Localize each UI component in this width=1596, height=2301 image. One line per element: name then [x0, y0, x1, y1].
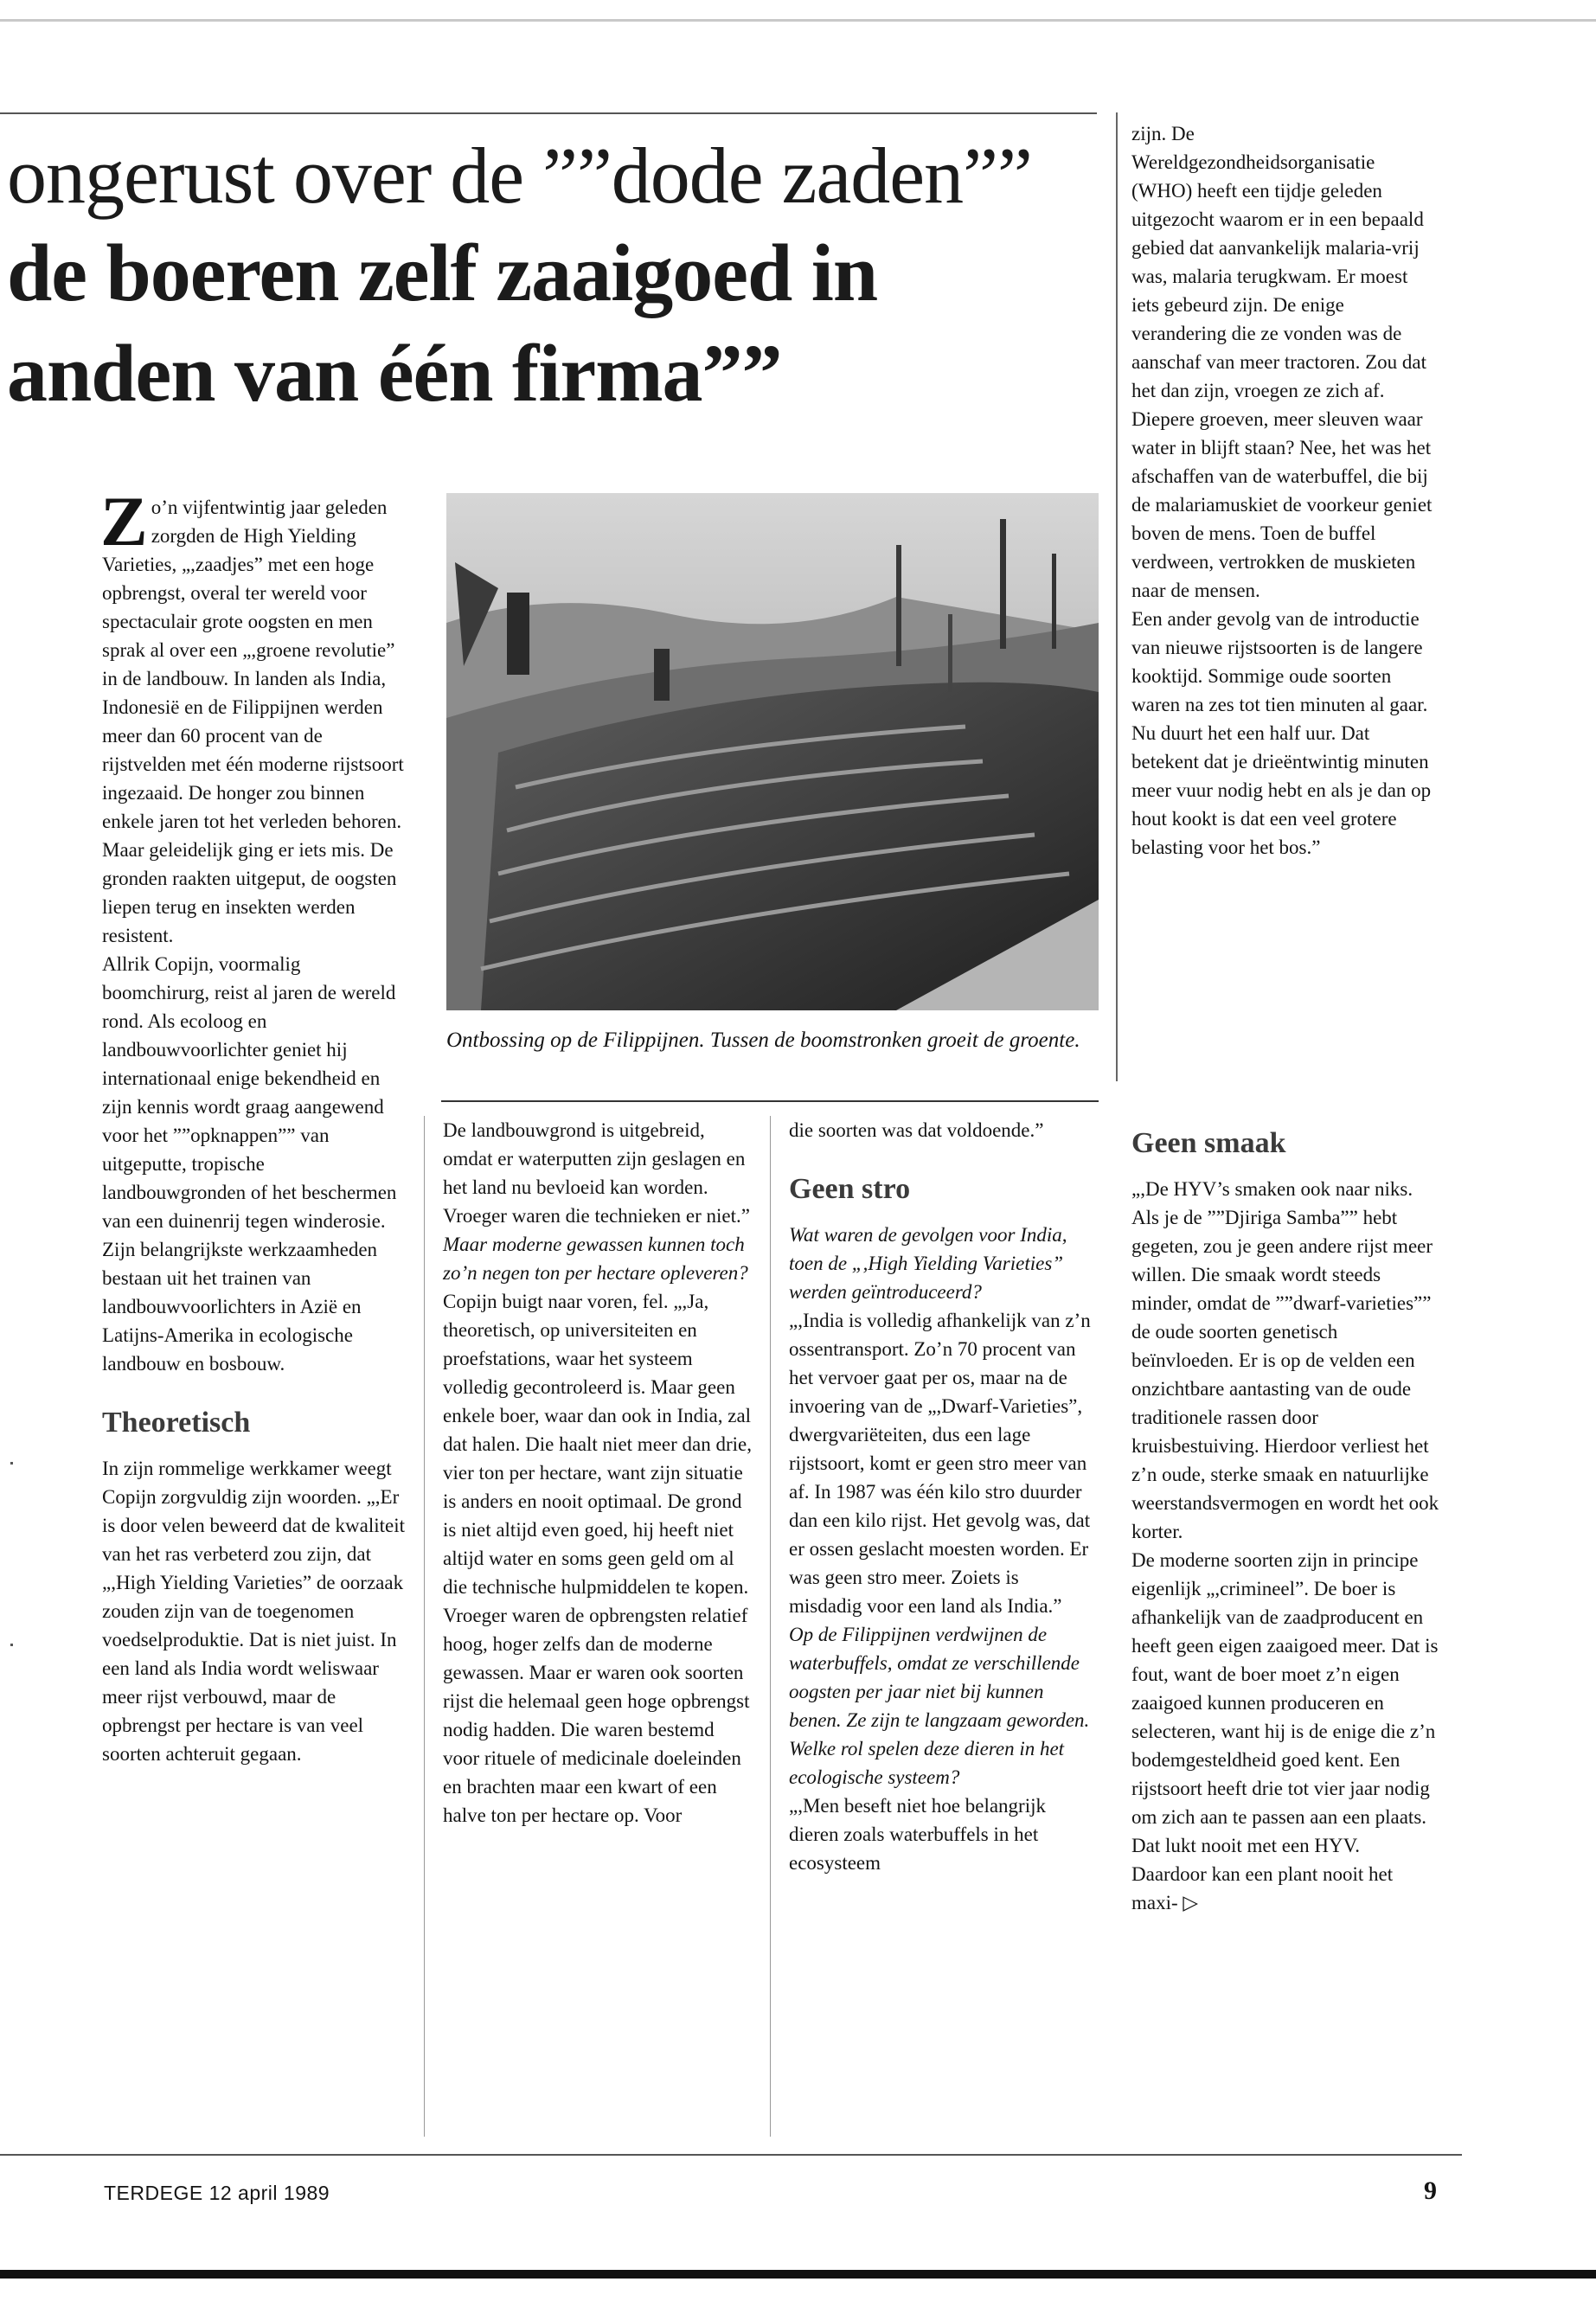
paragraph: Een ander gevolg van de introductie van nieuwe rijstsoorten is de langere kooktijd. Sommige oude soorten waren na zes tot tien minuten al gaar. Nu duurt het een half uur. Dat betekent dat je drieëntwintig minuten meer vuur nodig hebt en als je dan op hout kookt is dat een veel grotere belasting voor het bos.”	[1131, 608, 1432, 858]
caption-rule	[441, 1100, 1099, 1102]
scan-speck	[10, 1644, 13, 1646]
paragraph: Copijn buigt naar voren, fel. „,Ja, theoretisch, op universiteiten en proefstations, waar het systeem volledig gecontroleerd is. Maar geen enkele boer, waar dan ook in India, zal dat halen. Die haalt niet meer dan drie, vier ton per hectare, want zijn situatie is anders en nooit optimaal. De grond is niet altijd even goed, hij heeft niet altijd water en soms geen geld om al die technische hulpmiddelen te kopen. Vroeger waren de opbrengsten relatief hoog, hoger zelfs dan de moderne gewassen. Maar er waren ook soorten rijst die helemaal geen hoge opbrengst nodig hadden. Die waren bestemd voor rituele of medicinale doeleinden en brachten maar een kwart of een halve ton per hectare op. Voor	[443, 1291, 752, 1826]
paragraph: zijn. De Wereldgezondheidsorganisatie (WHO) heeft een tijdje geleden uitgezocht waarom er in een bepaald gebied dat aanvankelijk malaria-vrij was, malaria terugkwam. Er moest iets gebeurd zijn. De enige verandering die ze vonden was de aanschaf van meer tractoren. Zou dat het dan zijn, vroegen ze zich af. Diepere groeven, meer sleuven waar water in blijft staan? Nee, het was het afschaffen van de waterbuffel, die bij de malariamuskiet de voorkeur geniet boven de mens. Toen de buffel verdween, vertrokken de muskieten naar de mensen.	[1131, 123, 1433, 601]
top-rule	[0, 112, 1097, 114]
subheading-geen-smaak: Geen smaak	[1131, 1127, 1286, 1159]
column-divider-right	[1116, 112, 1118, 1081]
paragraph: „,India is volledig afhankelijk van z’n ossentransport. Zo’n 70 procent van het vervoer gaat per os, maar na de invoering van de „,Dwarf-Varieties”, dwergvariëteiten, dus een lage rijstsoort, komt er geen stro meer van af. In 1987 was één kilo stro duurder dan een kilo rijst. Het gevolg was, dat er ossen geslacht moesten worden. Er was geen stro meer. Zoiets is misdadig voor een land als India.”	[789, 1310, 1091, 1617]
subheading-theoretisch: Theoretisch	[102, 1407, 251, 1439]
scan-edge-bottom	[0, 2270, 1596, 2279]
paragraph: „,De HYV’s smaken ook naar niks. Als je de ””Djiriga Samba”” hebt gegeten, zou je geen andere rijst meer willen. Die smaak wordt steeds minder, omdat de ””dwarf-varieties”” de oude soorten genetisch beïnvloeden. Er is op de velden een onzichtbare aantasting van de oude traditionele rassen door kruisbestuiving. Hierdoor verliest het z’n oude, sterke smaak en natuurlijke weerstandsvermogen en wordt het ook korter.	[1131, 1178, 1439, 1542]
column-divider-3	[770, 1116, 771, 2137]
paragraph: De landbouwgrond is uitgebreid, omdat er waterputten zijn geslagen en het land nu bevloeid kan worden. Vroeger waren die technieken er niet.”	[443, 1119, 750, 1227]
scan-edge-top	[0, 19, 1596, 22]
headline-line-2: de boeren zelf zaaigoed in	[7, 228, 878, 318]
intro-text: o’n vijfentwintig jaar geleden zorgden de High Yielding Varieties, „,zaadjes” met een hoge opbrengst, overal ter wereld voor spectaculair grote oogsten en men sprak al over een „,groene revolutie” in de landbouw. In landen als India, Indonesië en de Filippijnen werden meer dan 60 procent van de rijstvelden met één moderne rijstsoort ingezaaid. De honger zou binnen enkele jaren tot het verleden behoren. Maar geleidelijk ging er iets mis. De gronden raakten uitgeput, de oogsten liepen terug en insekten werden resistent.	[102, 497, 404, 946]
page-number: 9	[1424, 2176, 1437, 2205]
paragraph	[1131, 1546, 1439, 1918]
interview-question: Maar moderne gewassen kunnen toch zo’n negen ton per hectare opleveren?	[443, 1234, 748, 1284]
continue-arrow-icon: ▷	[1183, 1892, 1199, 1914]
column-divider-2	[424, 1116, 425, 2137]
headline-line-3: anden van één firma””	[7, 329, 782, 419]
interview-question: Op de Filippijnen verdwijnen de waterbuffels, omdat ze verschillende oogsten per jaar niet bij kunnen benen. Ze zijn te langzaam geworden. Welke rol spelen deze dieren in het ecologische systeem?	[789, 1624, 1090, 1788]
headline-line-1: ongerust over de ””dode zaden””	[7, 131, 1032, 220]
paragraph: „,Men beseft niet hoe belangrijk dieren zoals waterbuffels in het ecosysteem	[789, 1795, 1046, 1874]
interview-question: Wat waren de gevolgen voor India, toen de „,High Yielding Varieties” werden geïntroduceerd?	[789, 1224, 1067, 1303]
photo-deforested-hillside-icon	[446, 493, 1099, 1010]
paragraph: In zijn rommelige werkkamer weegt Copijn zorgvuldig zijn woorden. „,Er is door velen beweerd dat de kwaliteit van het ras verbeterd zou zijn, dat „,High Yielding Varieties” de oorzaak zouden zijn van de toegenomen voedselproduktie. Dat is niet juist. In een land als India wordt weliswaar meer rijst verbouwd, maar de opbrengst per hectare is van veel soorten achteruit gegaan.	[102, 1458, 405, 1765]
bottom-rule	[0, 2154, 1462, 2156]
footer-publication: TERDEGE 12 april 1989	[104, 2182, 330, 2204]
right-column-top	[1131, 119, 1434, 862]
scan-speck	[10, 1462, 13, 1465]
subheading-geen-stro: Geen stro	[789, 1173, 911, 1205]
right-column-bottom	[1131, 1125, 1439, 1918]
photo-deforestation	[446, 493, 1099, 1010]
column-2	[443, 1116, 754, 1830]
paragraph: Allrik Copijn, voormalig boomchirurg, reist al jaren de wereld rond. Als ecoloog en landbouwvoorlichter geniet hij internationaal enige bekendheid en zijn kennis wordt graag aangewend voor het ””opknappen”” van uitgeputte, tropische landbouwgronden of het beschermen van een duinenrij tegen winderosie. Zijn belangrijkste werkzaamheden bestaan uit het trainen van landbouwvoorlichters in Azië en Latijns-Amerika in ecologische landbouw en bosbouw.	[102, 953, 397, 1375]
column-3	[789, 1116, 1093, 1877]
column-1	[100, 482, 407, 1768]
paragraph: die soorten was dat voldoende.”	[789, 1119, 1044, 1141]
photo-caption: Ontbossing op de Filippijnen. Tussen de boomstronken groeit de groente.	[446, 1029, 1080, 1052]
paragraph-text: De moderne soorten zijn in principe eigenlijk „,crimineel”. De boer is afhankelijk van de zaadproducent en heeft geen eigen zaaigoed meer. Dat is fout, want de boer moet z’n eigen zaaigoed kunnen produceren en selecteren, want hij is de enige die z’n bodemgesteldheid goed kent. Een rijstsoort heeft drie tot vier jaar nodig om zich aan te passen aan een plaats. Dat lukt nooit met een HYV. Daardoor kan een plant nooit het maxi-	[1131, 1549, 1439, 1913]
intro-paragraph	[100, 482, 407, 950]
drop-cap: Z	[100, 482, 148, 561]
